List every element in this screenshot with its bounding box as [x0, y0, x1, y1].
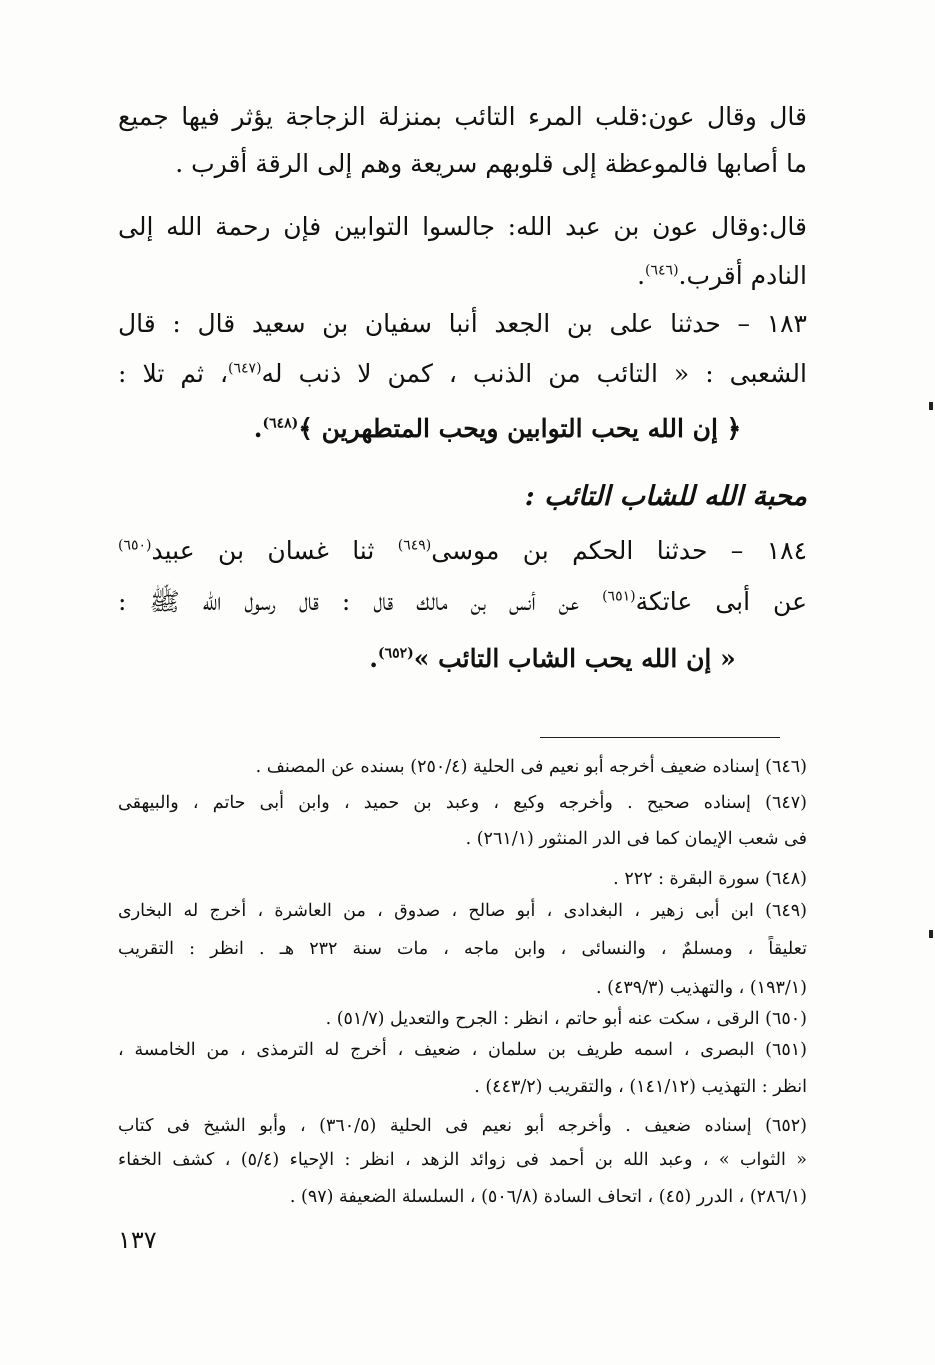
footnote-ref: (٦٤٧)	[228, 360, 262, 377]
footnote-ref: (٦٤٩)	[397, 537, 432, 554]
footnote-line: (٦٥١) البصرى ، اسمه طريف بن سلمان ، ضعيف ، أخرج له الترمذى ، من الخامسة ،	[118, 1040, 807, 1060]
footnote-line: (٦٤٨) سورة البقرة : ٢٢٢ .	[613, 869, 807, 889]
page-number: ١٣٧	[118, 1226, 157, 1254]
body-line: ١٨٣ – حدثنا على بن الجعد أنبا سفيان بن سعيد قال : قال	[118, 309, 807, 338]
body-line: قال وقال عون:قلب المرء التائب بمنزلة الزجاجة يؤثر فيها جميع	[118, 102, 807, 131]
body-line: عن أبى عاتكة$^{(٦٥١)}$ عن أنس بن مالك قال : قال رسول الله ﷺ :	[118, 587, 807, 616]
footnote-line: (٦٤٩) ابن أبى زهير ، البغدادى ، أبو صالح ، صدوق ، من العاشرة ، أخرج له البخارى	[118, 901, 807, 921]
footnote-line: (٦٤٧) إسناده صحيح . وأخرجه وكيع ، وعبد بن حميد ، وابن أبى حاتم ، والبيهقى	[118, 793, 807, 813]
footnote-ref: (٦٥٠)	[118, 537, 152, 554]
scan-mark	[929, 402, 933, 410]
footnote-line: (٦٥٢) إسناده ضعيف . وأخرجه أبو نعيم فى الحلية (٣٦٠/٥) ، وأبو الشيخ فى كتاب	[118, 1116, 807, 1136]
hadith-text: « إن الله يحب الشاب التائب »$^{(٦٥٢)}$.	[369, 644, 736, 673]
footnote-line: (٦٤٦) إسناده ضعيف أخرجه أبو نعيم فى الحلية (٢٥٠/٤) بسنده عن المصنف .	[255, 757, 807, 777]
footnote-line: (٦٥٠) الرقى ، سكت عنه أبو حاتم ، انظر : الجرح والتعديل (٥١/٧) .	[325, 1009, 807, 1029]
footnote-line: فى شعب الإيمان كما فى الدر المنثور (٢٦١/١) .	[465, 829, 807, 849]
body-line: قال:وقال عون بن عبد الله: جالسوا التوابين فإن رحمة الله إلى	[118, 212, 807, 241]
footnote-ref: (٦٤٨)	[262, 415, 299, 432]
footnote-line: تعليقاً ، ومسلمٌ ، والنسائى ، وابن ماجه ، مات سنة ٢٣٢ هـ . انظر : التقريب	[118, 939, 807, 959]
quran-verse: ﴿ إن الله يحب التوابين ويحب المتطهرين ﴾$^{(٦٤٨)}$.	[253, 414, 742, 443]
footnote-line: انظر : التهذيب (١٤١/١٢) ، والتقريب (٤٤٣/٢) .	[474, 1077, 807, 1097]
footnote-line: (٢٨٦/١) ، الدرر (٤٥) ، اتحاف السادة (٥٠٦/٨) ، السلسلة الضعيفة (٩٧) .	[289, 1187, 807, 1207]
footnote-ref: (٦٥٢)	[377, 645, 414, 662]
section-heading: محبة الله للشاب التائب :	[524, 481, 807, 512]
footnote-line: (١٩٣/١) ، والتهذيب (٤٣٩/٣) .	[595, 978, 807, 998]
footnote-divider	[540, 737, 780, 738]
body-line: ١٨٤ – حدثنا الحكم بن موسى$^{(٦٤٩)}$ ثنا غسان بن عبيد$^{(٦٥٠)}$	[118, 536, 807, 565]
footnote-ref: (٦٤٦)	[645, 262, 679, 279]
footnote-line: « الثواب » ، وعبد الله بن أحمد فى زوائد الزهد ، انظر : الإحياء (٥/٤) ، كشف الخفاء	[118, 1150, 807, 1170]
body-line: النادم أقرب.$^{(٦٤٦)}$.	[637, 261, 807, 290]
body-line: ما أصابها فالموعظة إلى قلوبهم سريعة وهم إلى الرقة أقرب .	[175, 149, 807, 178]
footnote-ref: (٦٥١)	[602, 588, 636, 605]
body-line: الشعبى : « التائب من الذنب ، كمن لا ذنب له$^{(٦٤٧)}$، ثم تلا :	[118, 359, 807, 388]
scan-mark	[929, 930, 933, 938]
